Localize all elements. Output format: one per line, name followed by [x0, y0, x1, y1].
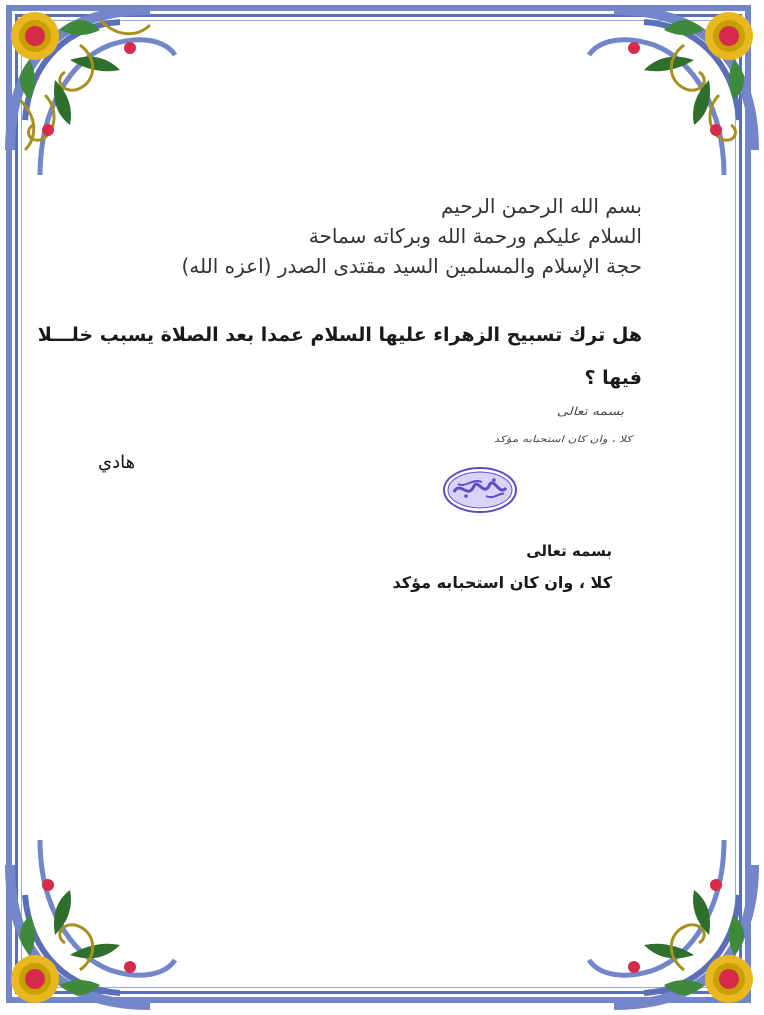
handwritten-reply-heading: بسمه تعالى	[556, 405, 624, 419]
reply-answer: كلا ، وان كان استحبابه مؤكد	[392, 573, 612, 592]
corner-ornament-icon	[574, 0, 764, 190]
basmala-line: بسم الله الرحمن الرحيم	[440, 194, 642, 218]
addressee-line: حجة الإسلام والمسلمين السيد مقتدى الصدر (اعزه الله)	[181, 254, 642, 278]
corner-ornament-icon	[0, 0, 190, 190]
salutation-line: السلام عليكم ورحمة الله وبركاته سماحة	[308, 224, 642, 248]
handwritten-reply-answer: كلا ، وان كان استحبابه مؤكد	[493, 433, 632, 445]
seal-stamp-icon	[442, 466, 518, 514]
question-line-2: فيها ؟	[584, 367, 642, 389]
reply-heading: بسمه تعالى	[526, 542, 612, 560]
question-line-1: هل ترك تسبيح الزهراء عليها السلام عمدا بعد الصلاة يسبب خلـــلا	[37, 324, 642, 346]
corner-ornament-icon	[0, 825, 190, 1015]
signer-name: هادي	[98, 452, 136, 473]
corner-ornament-icon	[574, 825, 764, 1015]
